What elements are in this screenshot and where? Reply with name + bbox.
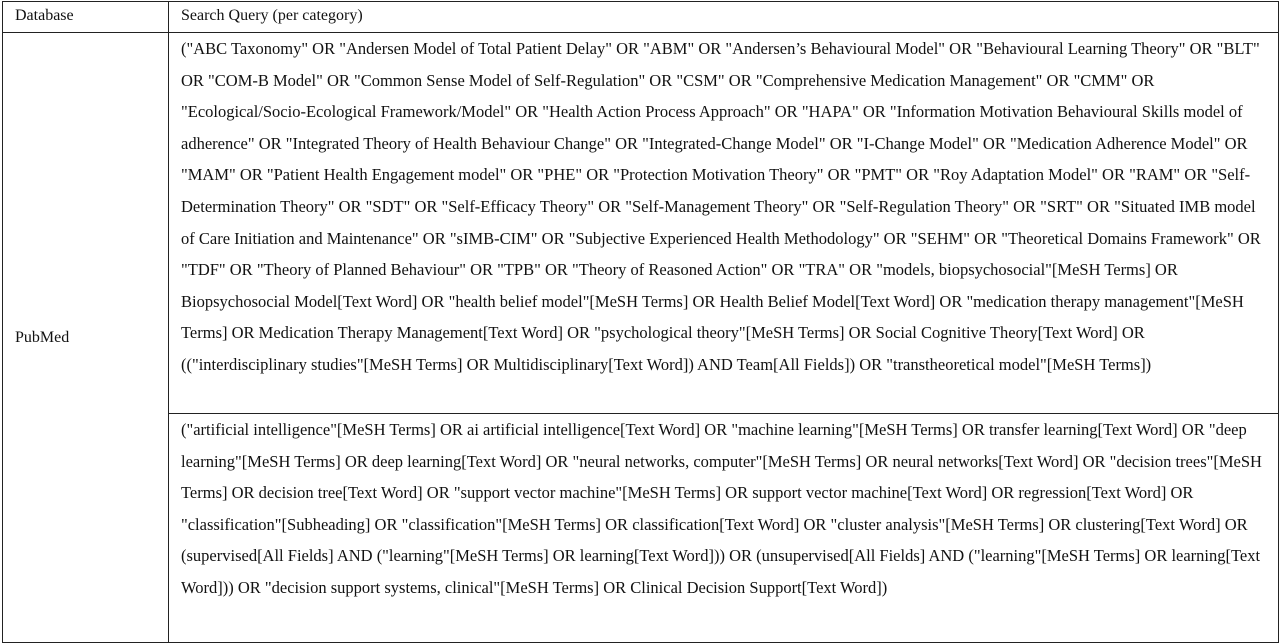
database-cell: PubMed [3,33,169,643]
column-header-search-query: Search Query (per category) [169,2,1279,33]
search-query-table [2,1,1279,643]
table-header-row [3,2,1279,33]
table-row [3,33,1279,414]
query-cell-theories: ("ABC Taxonomy" OR "Andersen Model of Total Patient Delay" OR "ABM" OR "Andersen’s Behavioural Model" OR "Behavioural Learning Theory" OR "BLT" OR "COM-B Model" OR "Common Sense Model of Self-Regulation" OR "CSM" OR "Comprehensive Medication Management" OR "CMM" OR "Ecological/Socio-Ecological Framework/Model" OR "Health Action Process Approach" OR "HAPA" OR "Information Motivation Behavioural Skills model of adherence" OR "Integrated Theory of Health Behaviour Change" OR "Integrated-Change Model" OR "I-Change Model" OR "Medication Adherence Model" OR "MAM" OR "Patient Health Engagement model" OR "PHE" OR "Protection Motivation Theory" OR "PMT" OR "Roy Adaptation Model" OR "RAM" OR "Self-Determination Theory" OR "SDT" OR "Self-Efficacy Theory" OR "Self-Management Theory" OR "Self-Regulation Theory" OR "SRT" OR "Situated IMB model of Care Initiation and Maintenance" OR "sIMB-CIM" OR "Subjective Experienced Health Methodology" OR "SEHM" OR "Theoretical Domains Framework" OR "TDF" OR "Theory of Planned Behaviour" OR "TPB" OR "Theory of Reasoned Action" OR "TRA" OR "models, biopsychosocial"[MeSH Terms] OR Biopsychosocial Model[Text Word] OR "health belief model"[MeSH Terms] OR Health Belief Model[Text Word] OR "medication therapy management"[MeSH Terms] OR Medication Therapy Management[Text Word] OR "psychological theory"[MeSH Terms] OR Social Cognitive Theory[Text Word] OR (("interdisciplinary studies"[MeSH Terms] OR Multidisciplinary[Text Word]) AND Team[All Fields]) OR "transtheoretical model"[MeSH Terms]) [169,33,1279,414]
column-header-database: Database [3,2,169,33]
query-cell-ai-methods: ("artificial intelligence"[MeSH Terms] OR ai artificial intelligence[Text Word] OR "machine learning"[MeSH Terms] OR transfer learning[Text Word] OR "deep learning"[MeSH Terms] OR deep learning[Text Word] OR "neural networks, computer"[MeSH Terms] OR neural networks[Text Word] OR "decision trees"[MeSH Terms] OR decision tree[Text Word] OR "support vector machine"[MeSH Terms] OR support vector machine[Text Word] OR regression[Text Word] OR "classification"[Subheading] OR "classification"[MeSH Terms] OR classification[Text Word] OR "cluster analysis"[MeSH Terms] OR clustering[Text Word] OR (supervised[All Fields] AND ("learning"[MeSH Terms] OR learning[Text Word])) OR (unsupervised[All Fields] AND ("learning"[MeSH Terms] OR learning[Text Word])) OR "decision support systems, clinical"[MeSH Terms] OR Clinical Decision Support[Text Word]) [169,414,1279,643]
table-row [3,414,1279,643]
